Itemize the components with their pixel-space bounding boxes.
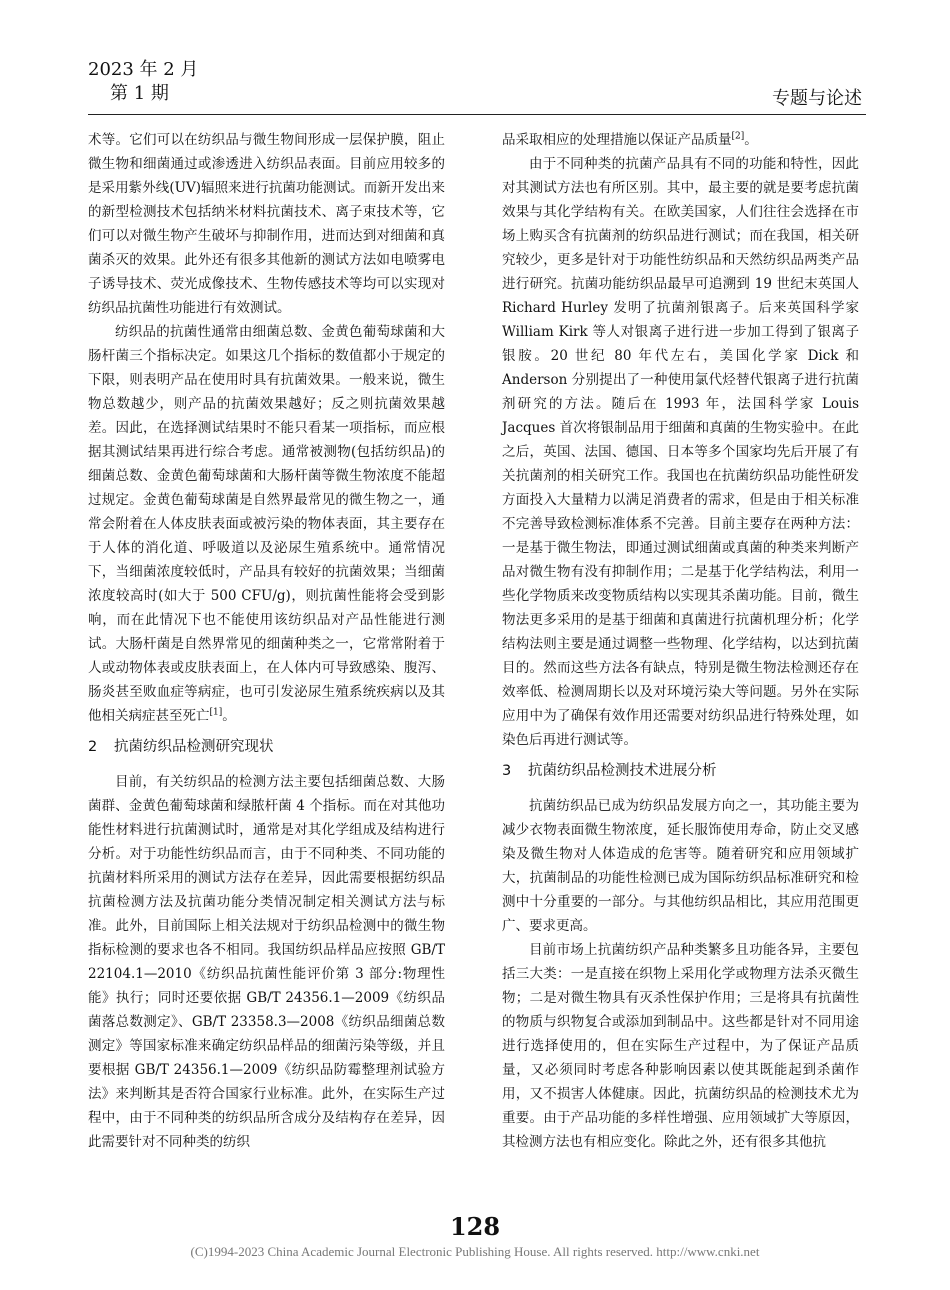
page-number: 128 bbox=[449, 1212, 501, 1241]
copyright-footer: (C)1994-2023 China Academic Journal Electronic Publishing House. All rights reserved. http://www.cnki.net bbox=[190, 1244, 760, 1259]
right-column bbox=[502, 128, 859, 1154]
paragraph: 由于不同种类的抗菌产品具有不同的功能和特性，因此对其测试方法也有所区别。其中，最主要的就是要考虑抗菌效果与其化学结构有关。在欧美国家，人们往往会选择在市场上购买含有抗菌剂的纺织品进行测试；而在我国，相关研究较少，更多是针对于功能性纺织品和天然纺织品两类产品进行研究。抗菌功能纺织品最早可追溯到 19 世纪末英国人 Richard Hurley 发明了抗菌剂银离子。后来英国科学家 William Kirk 等人对银离子进行进一步加工得到了银离子银胺。20 世纪 80 年代左右，美国化学家 Dick 和 Anderson 分别提出了一种使用氯代烃替代银离子进行抗菌剂研究的方法。随后在 1993 年，法国科学家 Louis Jacques 首次将银制品用于细菌和真菌的生物实验中。在此之后，英国、法国、德国、日本等多个国家均先后开展了有关抗菌剂的相关研究工作。我国也在抗菌纺织品功能性研发方面投入大量精力以满足消费者的需求，但是由于相关标准不完善导致检测标准体系不完善。目前主要存在两种方法：一是基于微生物法，即通过测试细菌或真菌的种类来判断产品对微生物有没有抑制作用；二是基于化学结构法，利用一些化学物质来改变物质结构以实现其杀菌功能。目前，微生物法更多采用的是基于细菌和真菌进行抗菌机理分析；化学结构法则主要是通过调整一些物理、化学结构，以达到抗菌目的。然而这些方法各有缺点，特别是微生物法检测还存在效率低、检测周期长以及对环境污染大等问题。另外在实际应用中为了确保有效作用还需要对纺织品进行特殊处理，如染色后再进行测试等。 bbox=[502, 156, 859, 748]
issue-number: 第 1 期 bbox=[110, 83, 169, 104]
citation-ref[interactable]: [2] bbox=[731, 131, 745, 142]
section-number: 2 bbox=[88, 739, 98, 755]
section-number: 3 bbox=[502, 763, 512, 779]
paragraph-end: 。 bbox=[222, 708, 236, 724]
section-heading-text: 抗菌纺织品检测技术进展分析 bbox=[528, 763, 717, 779]
issue-date: 2023 年 2 月 bbox=[88, 59, 199, 80]
paragraph: 目前市场上抗菌纺织产品种类繁多且功能各异，主要包括三大类：一是直接在织物上采用化学或物理方法杀灭微生物；二是对微生物具有灭杀性保护作用；三是将具有抗菌性的物质与织物复合或添加到制品中。这些都是针对不同用途进行选择使用的，但在实际生产过程中，为了保证产品质量，又必须同时考虑各种影响因素以使其既能起到杀菌作用，又不损害人体健康。因此，抗菌纺织品的检测技术尤为重要。由于产品功能的多样性增强、应用领域扩大等原因，其检测方法也有相应变化。除此之外，还有很多其他抗 bbox=[502, 942, 859, 1150]
paragraph bbox=[88, 320, 445, 728]
paragraph: 术等。它们可以在纺织品与微生物间形成一层保护膜，阻止微生物和细菌通过或渗透进入纺织品表面。目前应用较多的是采用紫外线(UV)辐照来进行抗菌功能测试。而新开发出来的新型检测技术包括纳米材料抗菌技术、离子束技术等，它们可以对微生物产生破坏与抑制作用，进而达到对细菌和真菌杀灭的效果。此外还有很多其他新的测试方法如电喷雾电子诱导技术、荧光成像技术、生物传感技术等均可以实现对纺织品抗菌性功能进行有效测试。 bbox=[88, 132, 445, 316]
paragraph bbox=[502, 128, 859, 152]
running-header-left bbox=[88, 58, 198, 106]
section-heading-text: 抗菌纺织品检测研究现状 bbox=[114, 739, 274, 755]
left-column bbox=[88, 128, 445, 1154]
paragraph: 抗菌纺织品已成为纺织品发展方向之一，其功能主要为减少衣物表面微生物浓度，延长服饰使用寿命，防止交叉感染及微生物对人体造成的危害等。随着研究和应用领域扩大，抗菌制品的功能性检测已成为国际纺织品标准研究和检测中十分重要的一部分。与其他纺织品相比，其应用范围更广、要求更高。 bbox=[502, 798, 859, 934]
paragraph: 目前，有关纺织品的检测方法主要包括细菌总数、大肠菌群、金黄色葡萄球菌和绿脓杆菌 4 个指标。而在对其他功能性材料进行抗菌测试时，通常是对其化学组成及结构进行分析。对于功能性纺织品而言，由于不同种类、不同功能的抗菌材料所采用的测试方法存在差异，因此需要根据纺织品抗菌检测方法及抗菌功能分类情况制定相关测试方法与标准。此外，目前国际上相关法规对于纺织品检测中的微生物指标检测的要求也各不相同。我国纺织品样品应按照 GB/T 22104.1—2010《纺织品抗菌性能评价第 3 部分:物理性能》执行；同时还要依据 GB/T 24356.1—2009《纺织品菌落总数测定》、GB/T 23358.3—2008《纺织品细菌总数测定》等国家标准来确定纺织品样品的细菌污染等级，并且要根据 GB/T 24356.1—2009《纺织品防霉整理剂试验方法》来判断其是否符合国家行业标准。此外，在实际生产过程中，由于不同种类的纺织品所含成分及结构存在差异，因此需要针对不同种类的纺织 bbox=[88, 774, 445, 1150]
paragraph-text: 品采取相应的处理措施以保证产品质量 bbox=[502, 132, 732, 148]
section-title: 专题与论述 bbox=[772, 88, 862, 109]
section-heading-3 bbox=[502, 758, 859, 784]
paragraph-text: 纺织品的抗菌性通常由细菌总数、金黄色葡萄球菌和大肠杆菌三个指标决定。如果这几个指标的数值都小于规定的下限，则表明产品在使用时具有抗菌效果。一般来说，微生物总数越少，则产品的抗菌效果越好；反之则抗菌效果越差。因此，在选择测试结果时不能只看某一项指标，而应根据其测试结果再进行综合考虑。通常被测物(包括纺织品)的细菌总数、金黄色葡萄球菌和大肠杆菌等微生物浓度不能超过规定。金黄色葡萄球菌是自然界最常见的微生物之一，通常会附着在人体皮肤表面或被污染的物体表面，其主要存在于人体的消化道、呼吸道以及泌尿生殖系统中。通常情况下，当细菌浓度较低时，产品具有较好的抗菌效果；当细菌浓度较高时(如大于 500 CFU/g)，则抗菌性能将会受到影响，而在此情况下也不能使用该纺织品对产品性能进行测试。大肠杆菌是自然界常见的细菌种类之一，它常常附着于人或动物体表或皮肤表面上，在人体内可导致感染、腹泻、肠炎甚至败血症等病症，也可引发泌尿生殖系统疾病以及其他相关病症甚至死亡 bbox=[88, 324, 445, 724]
citation-ref[interactable]: [1] bbox=[209, 707, 223, 718]
header-rule bbox=[88, 114, 866, 115]
paragraph-end: 。 bbox=[744, 132, 758, 148]
section-heading-2 bbox=[88, 734, 445, 760]
